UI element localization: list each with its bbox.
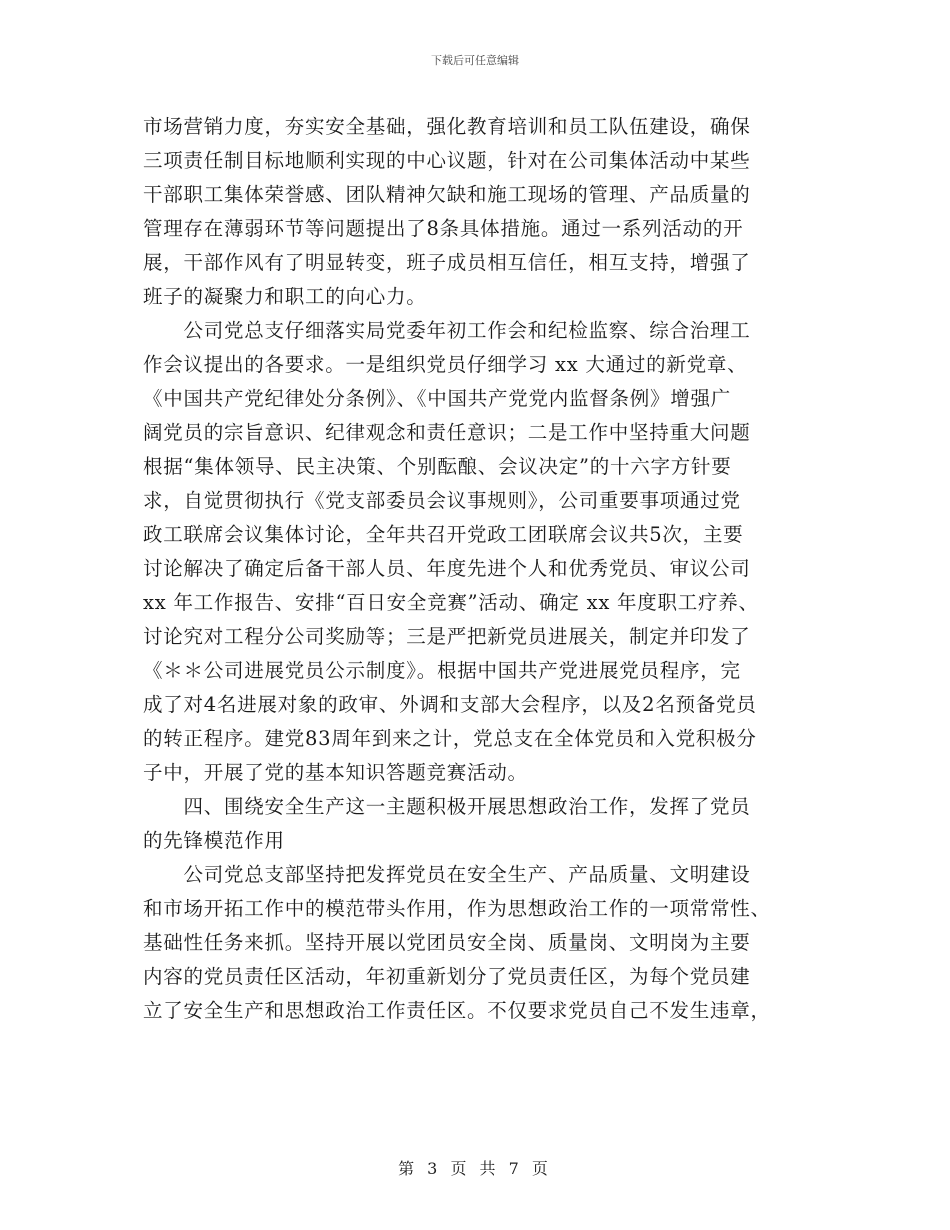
text-line: 公司党总支仔细落实局党委年初工作会和纪检监察、综合治理工 — [143, 319, 751, 342]
text-line: 讨论解决了确定后备干部人员、年度先进个人和优秀党员、审议公司 — [143, 557, 751, 580]
section-heading-line: 四、围绕安全生产这一主题积极开展思想政治工作，发挥了党员 — [143, 795, 751, 818]
text-line: 《中国共产党纪律处分条例》、《中国共产党党内监督条例》增强广 — [143, 387, 732, 410]
text-line: 的转正程序。建党83周年到来之计，党总支在全体党员和入党积极分 — [143, 727, 757, 750]
text-line: 展，干部作风有了明显转变，班子成员相互信任，相互支持，增强了 — [143, 251, 751, 274]
text-line: 《＊＊公司进展党员公示制度》。根据中国共产党进展党员程序，完 — [143, 659, 741, 682]
text-line: 管理存在薄弱环节等问题提出了8条具体措施。通过一系列活动的开 — [143, 217, 744, 240]
text-line: 阔党员的宗旨意识、纪律观念和责任意识；二是工作中坚持重大问题 — [143, 421, 751, 444]
text-line: 立了安全生产和思想政治工作责任区。不仅要求党员自己不发生违章， — [143, 999, 771, 1022]
text-line: 根据“集体领导、民主决策、个别酝酿、会议决定”的十六字方针要 — [143, 455, 732, 478]
text-line: 子中，开展了党的基本知识答题竞赛活动。 — [143, 761, 528, 784]
text-line: 市场营销力度，夯实安全基础，强化教育培训和员工队伍建设，确保 — [143, 115, 751, 138]
text-line: 三项责任制目标地顺利实现的中心议题，针对在公司集体活动中某些 — [143, 149, 751, 172]
text-line: 政工联席会议集体讨论，全年共召开党政工团联席会议共5次，主要 — [143, 523, 744, 546]
text-line: 干部职工集体荣誉感、团队精神欠缺和施工现场的管理、产品质量的 — [143, 183, 751, 206]
page-number-footer: 第 3 页 共 7 页 — [398, 1159, 552, 1178]
text-line: 内容的党员责任区活动，年初重新划分了党员责任区，为每个党员建 — [143, 965, 751, 988]
document-body — [143, 110, 809, 1028]
text-line: 班子的凝聚力和职工的向心力。 — [143, 285, 427, 308]
page-header: 下载后可任意编辑 — [431, 54, 519, 67]
text-line: 讨论究对工程分公司奖励等；三是严把新党员进展关，制定并印发了 — [143, 625, 751, 648]
text-line: xx 年工作报告、安排“百日安全竞赛”活动、确定 xx 年度职工疗养、 — [143, 591, 759, 614]
text-line: 基础性任务来抓。坚持开展以党团员安全岗、质量岗、文明岗为主要 — [143, 931, 751, 954]
text-line: 成了对4名进展对象的政审、外调和支部大会程序，以及2名预备党员 — [143, 693, 757, 716]
text-line: 求，自觉贯彻执行《党支部委员会议事规则》，公司重要事项通过党 — [143, 489, 741, 512]
text-line: 公司党总支部坚持把发挥党员在安全生产、产品质量、文明建设 — [143, 863, 751, 886]
text-line: 和市场开拓工作中的模范带头作用，作为思想政治工作的一项常常性、 — [143, 897, 771, 920]
text-line: 作会议提出的各要求。一是组织党员仔细学习 xx 大通过的新党章、 — [143, 353, 748, 376]
section-heading-line: 的先锋模范作用 — [143, 829, 285, 852]
